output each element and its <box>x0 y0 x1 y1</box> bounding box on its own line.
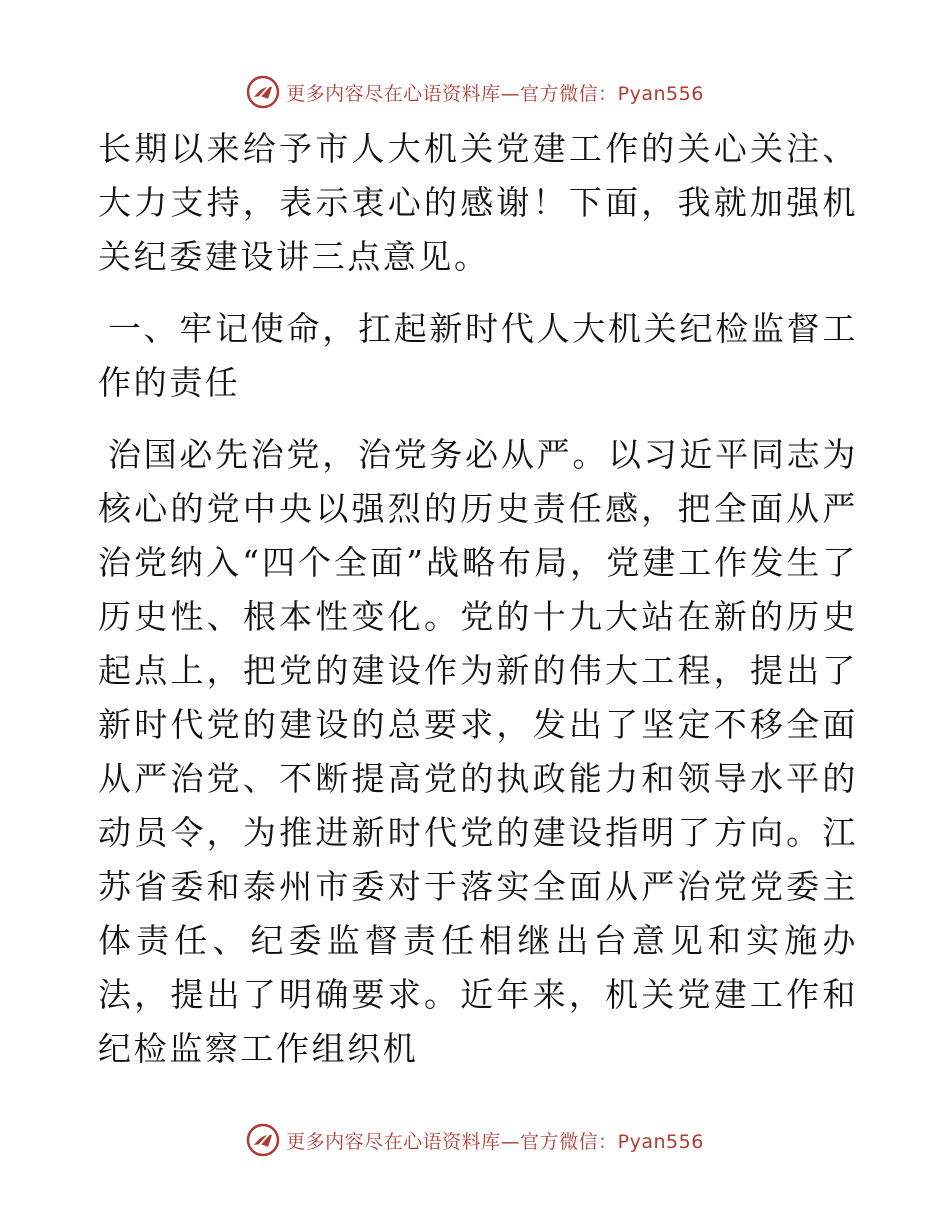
paragraph-1: 长期以来给予市人大机关党建工作的关心关注、大力支持，表示衷心的感谢！下面，我就加强机关纪委建设讲三点意见。 <box>98 129 858 276</box>
book-logo-icon <box>246 75 280 109</box>
footer-banner <box>0 1120 950 1160</box>
section-heading-1: 一、牢记使命，扛起新时代人大机关纪检监督工作的责任 <box>98 309 858 402</box>
book-logo-icon <box>246 1123 280 1157</box>
header-banner <box>0 72 950 112</box>
paragraph-2: 治国必先治党，治党务必从严。以习近平同志为核心的党中央以强烈的历史责任感，把全面从严治党纳入“四个全面”战略布局，党建工作发生了历史性、根本性变化。党的十九大站在新的历史起点上，把党的建设作为新的伟大工程，提出了新时代党的建设的总要求，发出了坚定不移全面从严治党、不断提高党的执政能力和领导水平的动员令，为推进新时代党的建设指明了方向。江苏省委和泰州市委对于落实全面从严治党党委主体责任、纪委监督责任相继出台意见和实施办法，提出了明确要求。近年来，机关党建工作和纪检监察工作组织机 <box>98 435 858 1068</box>
header-banner-text: 更多内容尽在心语资料库—官方微信：Pyan556 <box>286 82 704 105</box>
document-body <box>98 122 858 1076</box>
footer-banner-text: 更多内容尽在心语资料库—官方微信：Pyan556 <box>286 1130 704 1153</box>
